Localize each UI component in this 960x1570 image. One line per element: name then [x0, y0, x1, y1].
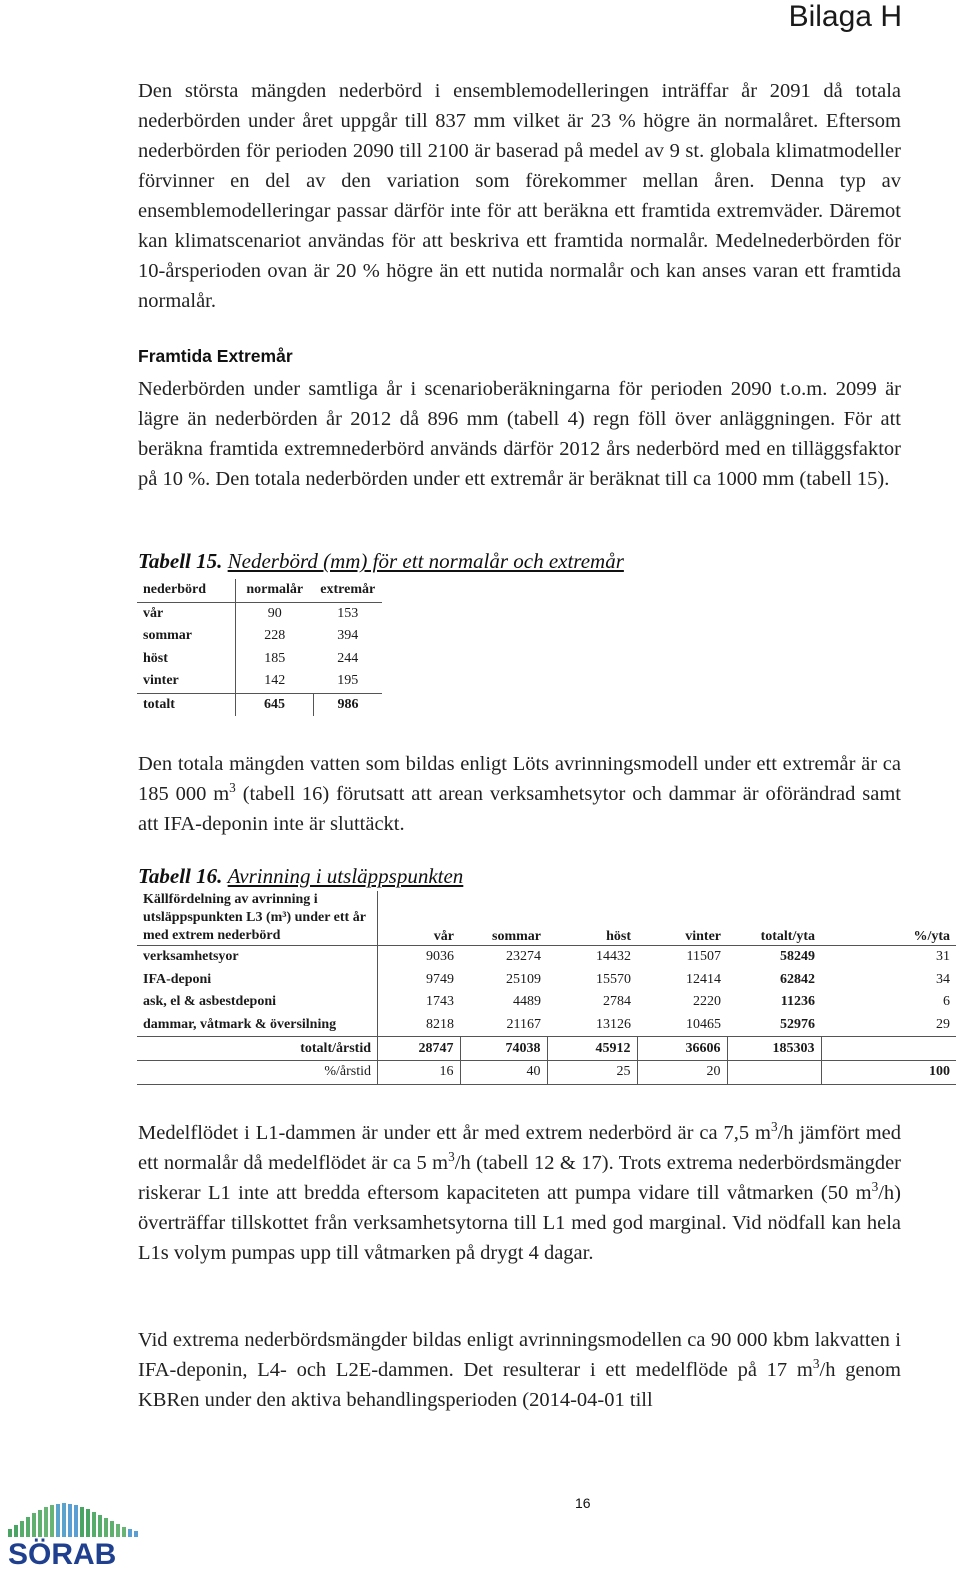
superscript: 3 — [229, 780, 236, 796]
logo-bars — [8, 1503, 138, 1537]
section-heading: Framtida Extremår — [138, 346, 293, 366]
table15-cell: 394 — [337, 628, 359, 644]
table16-cell: 15570 — [596, 971, 631, 987]
table16-cell: 29 — [936, 1017, 950, 1033]
table15-cell: totalt — [137, 693, 236, 716]
text-run: /h) överträffar tillskottet från verksamhetsytorna till L1 med god marginal. Vid nödfall kan hela L1s volym pumpas upp till våtmarken på drygt 4 dagar. — [138, 1182, 901, 1264]
table16-row-label: dammar, våtmark & översilning — [137, 1014, 378, 1037]
table16-cell: 28747 — [378, 1037, 461, 1061]
table16-header-cell: %/yta — [821, 891, 956, 946]
paragraph-flow-l1 — [138, 1118, 901, 1268]
table15-cell: vår — [137, 602, 236, 625]
table16-cell: 9749 — [426, 971, 454, 987]
table16-cell: 11236 — [780, 994, 815, 1010]
text-run: Den totala mängden vatten som bildas enligt Löts avrinningsmodell under ett extremår är ca 185 000 m — [138, 753, 901, 805]
table16-row-label: %/årstid — [137, 1060, 378, 1084]
table16-cell: 31 — [936, 949, 950, 965]
table16-percent-row — [137, 1060, 956, 1084]
table16-caption-text: Avrinning i utsläppspunkten — [227, 864, 464, 888]
table15-cell: vinter — [137, 670, 236, 693]
table16-cell: 185303 — [727, 1037, 821, 1061]
table16-row-label: totalt/årstid — [137, 1037, 378, 1061]
text-run: /h genom KBRen under den aktiva behandlingsperioden (2014-04-01 till — [138, 1359, 901, 1411]
text-run: /h (tabell 12 & 17). Trots extrema nederbördsmängder riskerar L1 inte att bredda eftersom kapaciteten att pumpa vidare till våtmarken (50 m — [138, 1152, 902, 1204]
table16-cell: 14432 — [596, 949, 631, 965]
table16-cell: 16 — [378, 1060, 461, 1084]
text-run: Medelflödet i L1-dammen är under ett år med extrem nederbörd är ca 7,5 m — [138, 1122, 771, 1144]
table16-cell: 52976 — [780, 1017, 815, 1033]
appendix-title: Bilaga H — [788, 0, 902, 33]
sorab-logo — [6, 1503, 156, 1567]
table16-cell: 45912 — [547, 1037, 637, 1061]
superscript: 3 — [448, 1149, 455, 1165]
table16-cell — [821, 1037, 956, 1061]
table16-row — [137, 991, 956, 1014]
logo-wordmark: SÖRAB — [8, 1538, 117, 1567]
page-number: 16 — [575, 1495, 591, 1511]
table15-cell: 645 — [236, 693, 314, 716]
table15-header-cell: normalår — [236, 579, 314, 602]
table15-cell: 153 — [337, 605, 359, 621]
table15-header-cell: extremår — [314, 579, 383, 602]
table16-row — [137, 969, 956, 992]
table16-cell: 62842 — [780, 971, 815, 987]
table16-cell: 23274 — [506, 949, 541, 965]
table15-caption-text: Nederbörd (mm) för ett normalår och extremår — [227, 549, 624, 573]
table16-cell: 8218 — [426, 1017, 454, 1033]
table16-cell: 9036 — [426, 949, 454, 965]
table16-cell: 25109 — [506, 971, 541, 987]
table16-cell: 100 — [821, 1060, 956, 1084]
table15-row — [137, 602, 382, 625]
table15-cell: 195 — [337, 673, 359, 689]
table16-cell: 2784 — [603, 994, 631, 1010]
table16-cell — [727, 1060, 821, 1084]
table16-cell: 12414 — [686, 971, 721, 987]
text-run: /h jämfört med ett normalår då medelflödet är ca 5 m — [138, 1122, 901, 1174]
paragraph-leachate — [138, 1325, 901, 1415]
text-run: Vid extrema nederbördsmängder bildas enligt avrinningsmodellen ca 90 000 kbm lakvatten i IFA-deponin, L4- och L2E-dammen. Det resulterar i ett medelflöde på 17 m — [138, 1329, 901, 1381]
table15-cell: 142 — [264, 673, 286, 689]
table16-row-label: ask, el & asbestdeponi — [137, 991, 378, 1014]
table16-header-cell: totalt/yta — [727, 891, 821, 946]
table15-cell: 244 — [337, 650, 359, 666]
paragraph-extreme-year: Nederbörden under samtliga år i scenarioberäkningarna för perioden 2090 t.o.m. 2099 är lägre än nederbörden år 2012 då 896 mm (tabell 4) regn föll över anläggningen. För att beräkna framtida extremnederbörd används därför 2012 års nederbörd med en tilläggsfaktor på 10 %. Den totala nederbörden under ett extremår är beräknat till ca 1000 mm (tabell 15). — [138, 378, 901, 490]
table16-cell: 2220 — [693, 994, 721, 1010]
table16-cell: 40 — [460, 1060, 547, 1084]
table15-total-row — [137, 693, 382, 716]
table15-caption — [138, 549, 624, 574]
table16-cell: 20 — [637, 1060, 727, 1084]
table16-row — [137, 1014, 956, 1037]
table16-cell: 34 — [936, 971, 950, 987]
table15-cell: 986 — [314, 693, 383, 716]
table15-caption-label: Tabell 15. — [138, 549, 223, 573]
table15-cell: 90 — [267, 605, 282, 621]
table16-cell: 74038 — [460, 1037, 547, 1061]
table16-row-label: IFA-deponi — [137, 969, 378, 992]
table16-cell: 13126 — [596, 1017, 631, 1033]
table15-cell: sommar — [137, 625, 236, 648]
table16-header-cell: vår — [378, 891, 461, 946]
table15-header-row — [137, 579, 382, 602]
table16-cell: 4489 — [513, 994, 541, 1010]
table16-header-cell: sommar — [460, 891, 547, 946]
table16 — [137, 891, 956, 1085]
table15-cell: höst — [137, 648, 236, 671]
table15-row — [137, 670, 382, 693]
table16-cell: 10465 — [686, 1017, 721, 1033]
table16-header-row — [137, 891, 956, 946]
table15-cell: 228 — [264, 628, 286, 644]
table16-header-label: Källfördelning av avrinning i utsläppspunkten L3 (m³) under ett år med extrem nederbörd — [137, 891, 378, 946]
table16-cell: 21167 — [506, 1017, 541, 1033]
table16-row — [137, 946, 956, 969]
table16-total-row — [137, 1037, 956, 1061]
table15-row — [137, 648, 382, 671]
text-run: (tabell 16) förutsatt att arean verksamhetsytor och dammar är oförändrad samt att IFA-deponin inte är sluttäckt. — [138, 783, 901, 835]
table16-header-cell: vinter — [637, 891, 727, 946]
paragraph-runoff — [138, 749, 901, 839]
table16-cell: 1743 — [426, 994, 454, 1010]
table16-caption-label: Tabell 16. — [138, 864, 223, 888]
table16-row-label: verksamhetsyor — [137, 946, 378, 969]
table16-cell: 25 — [547, 1060, 637, 1084]
table16-cell: 36606 — [637, 1037, 727, 1061]
table16-caption — [138, 864, 463, 889]
table16-header-cell: höst — [547, 891, 637, 946]
superscript: 3 — [871, 1179, 879, 1195]
table15-cell: 185 — [264, 650, 286, 666]
table16-cell: 58249 — [780, 949, 815, 965]
superscript: 3 — [770, 1119, 778, 1135]
table15-header-cell: nederbörd — [137, 579, 236, 602]
superscript: 3 — [812, 1356, 820, 1372]
table15 — [137, 579, 382, 716]
paragraph-ensemble: Den största mängden nederbörd i ensemblemodelleringen inträffar år 2091 då totala nederbörden under året uppgår till 837 mm vilket är 23 % högre än normalåret. Eftersom nederbörden för perioden 2090 till 2100 är baserad på medel av 9 st. globala klimatmodeller förvinner en del av den variation som förekommer mellan åren. Denna typ av ensemblemodelleringar passar därför inte för att beräkna ett framtida extremväder. Däremot kan klimatscenariot användas för att beskriva ett framtida normalår. Medelnederbörden för 10-årsperioden ovan är 20 % högre än ett nutida normalår och kan anses varan ett framtida normalår. — [138, 80, 901, 312]
table16-cell: 11507 — [686, 949, 721, 965]
table16-cell: 6 — [943, 994, 950, 1010]
table15-row — [137, 625, 382, 648]
